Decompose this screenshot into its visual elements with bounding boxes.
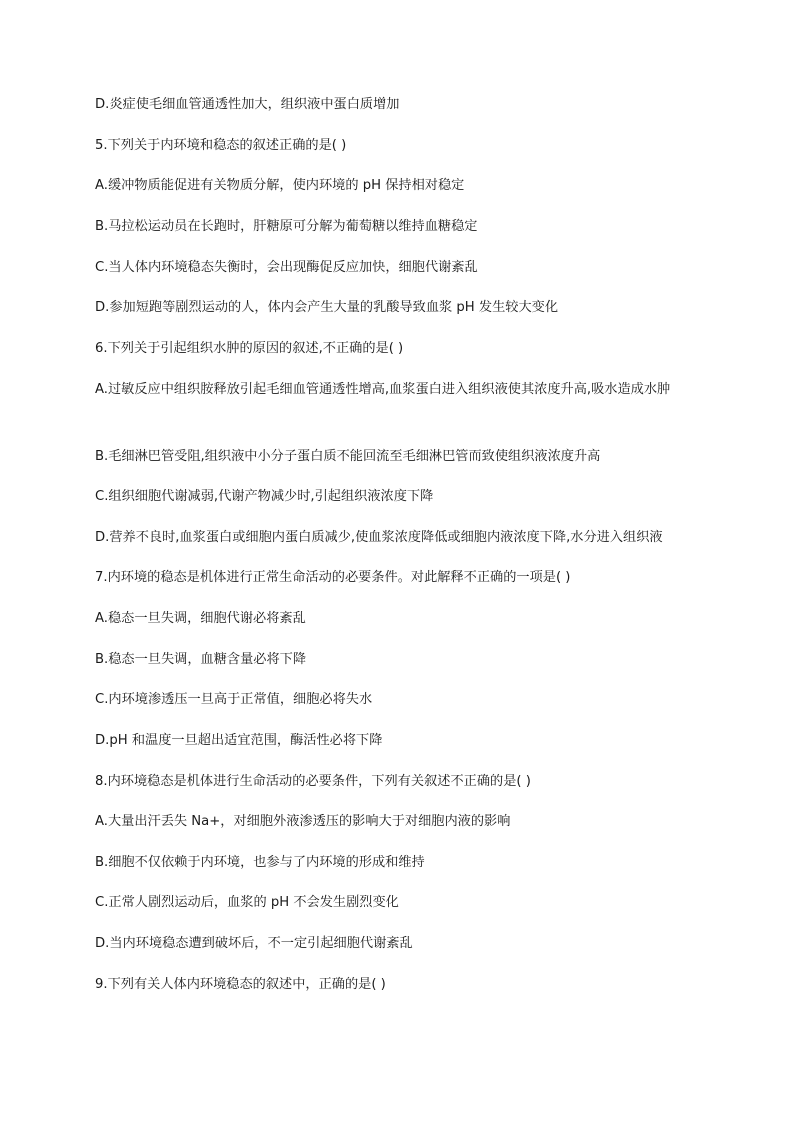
question-9: 9.下列有关人体内环境稳态的叙述中，正确的是( ) — [95, 977, 386, 992]
option-4d: D.炎症使毛细血管通透性加大，组织液中蛋白质增加 — [95, 97, 400, 112]
option-6d: D.营养不良时,血浆蛋白或细胞内蛋白质减少,使血浆浓度降低或细胞内液浓度下降,水分进入组织液 — [95, 530, 663, 545]
option-8d: D.当内环境稳态遭到破坏后，不一定引起细胞代谢紊乱 — [95, 936, 413, 951]
option-6b: B.毛细淋巴管受阻,组织液中小分子蛋白质不能回流至毛细淋巴管而致使组织液浓度升高 — [95, 449, 601, 464]
option-8c: C.正常人剧烈运动后，血浆的 pH 不会发生剧烈变化 — [95, 895, 399, 910]
option-7b: B.稳态一旦失调，血糖含量必将下降 — [95, 652, 307, 667]
question-7: 7.内环境的稳态是机体进行正常生命活动的必要条件。对此解释不正确的一项是( ) — [95, 570, 571, 585]
option-7a: A.稳态一旦失调，细胞代谢必将紊乱 — [95, 611, 306, 626]
option-8b: B.细胞不仅依赖于内环境，也参与了内环境的形成和维持 — [95, 855, 425, 870]
option-8a: A.大量出汗丢失 Na+，对细胞外液渗透压的影响大于对细胞内液的影响 — [95, 814, 511, 829]
option-5a: A.缓冲物质能促进有关物质分解，使内环境的 pH 保持相对稳定 — [95, 178, 465, 193]
option-7d: D.pH 和温度一旦超出适宜范围，酶活性必将下降 — [95, 733, 383, 748]
option-5b: B.马拉松运动员在长跑时，肝糖原可分解为葡萄糖以维持血糖稳定 — [95, 219, 478, 234]
question-8: 8.内环境稳态是机体进行生命活动的必要条件，下列有关叙述不正确的是( ) — [95, 774, 531, 789]
option-6a: A.过敏反应中组织胺释放引起毛细血管通透性增高,血浆蛋白进入组织液使其浓度升高,吸水造成水肿 — [95, 382, 671, 397]
option-7c: C.内环境渗透压一旦高于正常值，细胞必将失水 — [95, 692, 373, 707]
option-5c: C.当人体内环境稳态失衡时，会出现酶促反应加快，细胞代谢紊乱 — [95, 260, 478, 275]
question-6: 6.下列关于引起组织水肿的原因的叙述,不正确的是( ) — [95, 341, 404, 356]
question-5: 5.下列关于内环境和稳态的叙述正确的是( ) — [95, 138, 347, 153]
option-6c: C.组织细胞代谢减弱,代谢产物减少时,引起组织液浓度下降 — [95, 489, 434, 504]
option-5d: D.参加短跑等剧烈运动的人，体内会产生大量的乳酸导致血浆 pH 发生较大变化 — [95, 300, 559, 315]
